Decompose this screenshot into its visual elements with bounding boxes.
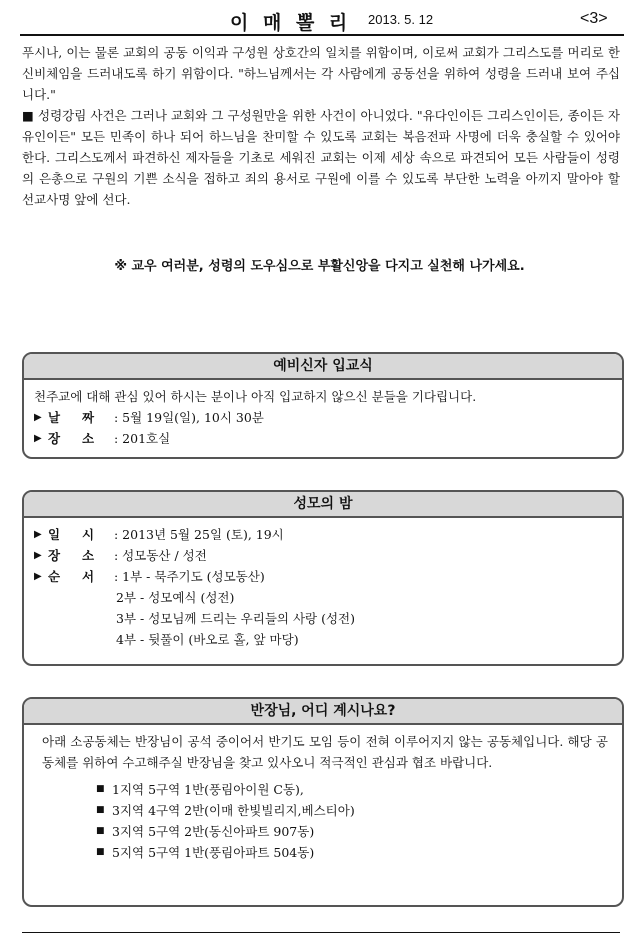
order-item: : 1부 - 묵주기도 (성모동산): [114, 569, 265, 584]
intro-paragraph: 푸시나, 이는 물론 교회의 공동 이익과 구성원 상호간의 일치를 위함이며, 이로써 교회가 그리스도를 머리로 한 신비체임을 드러내도록 하기 위함이다. "하느님께서는 각 사람에게 공동선을 위하여 성령을 드러내 보여 주십니다.": [22, 45, 620, 102]
date-label: 날 짜: [48, 410, 95, 425]
triangle-bullet-icon: ▶: [34, 529, 42, 540]
box-title: 예비신자 입교식: [24, 354, 622, 380]
time-value: : 2013년 5월 25일 (토), 19시: [114, 527, 284, 542]
list-item: ■ 5지역 5구역 1반(풍림아파트 504동): [42, 842, 608, 863]
box-body: [24, 380, 622, 455]
list-item: ■ 3지역 5구역 2반(동신아파트 907동): [42, 821, 608, 842]
box-body: [24, 725, 622, 869]
footer-rule: [22, 932, 620, 933]
order-label: 순 서: [48, 569, 95, 584]
exhortation: ※ 교우 여러분, 성령의 도우심으로 부활신앙을 다지고 실천해 나가세요.: [114, 259, 525, 274]
newsletter-title: 이 매 뽈 리: [230, 12, 352, 34]
time-row: [34, 524, 612, 545]
order-item: 2부 - 성모예식 (성전): [116, 590, 235, 605]
header-rule: [20, 34, 624, 36]
triangle-bullet-icon: ▶: [34, 571, 42, 582]
leaders-intro: 아래 소공동체는 반장님이 공석 중이어서 반기도 모임 등이 전혀 이루어지지 않는 공동체입니다. 해당 공동체를 위하여 수고해주실 반장님을 찾고 있사오니 적극적인 관심과 협조 바랍니다.: [42, 734, 608, 770]
square-bullet-icon: ■: [96, 784, 105, 794]
square-bullet-icon: ■: [96, 805, 105, 815]
list-item: ■ 3지역 4구역 2반(이매 한빛빌리지,베스티아): [42, 800, 608, 821]
box-body: [24, 518, 622, 656]
triangle-bullet-icon: ▶: [34, 550, 42, 561]
place-value: : 201호실: [114, 431, 171, 446]
triangle-bullet-icon: ▶: [34, 433, 42, 444]
date-row: [34, 407, 612, 428]
triangle-bullet-icon: ▶: [34, 412, 42, 423]
square-bullet-icon: ■: [96, 826, 105, 836]
place-label: 장 소: [48, 548, 95, 563]
order-row: [34, 566, 612, 587]
intro-text: [22, 42, 620, 210]
place-label: 장 소: [48, 431, 95, 446]
list-item: ■ 1지역 5구역 1반(풍림아이원 C동),: [42, 779, 608, 800]
order-item: 3부 - 성모님께 드리는 우리들의 사랑 (성전): [116, 611, 355, 626]
intro-paragraph: ■ 성령강림 사건은 그러나 교회와 그 구성원만을 위한 사건이 아니었다. "유다인이든 그리스인이든, 종이든 자유인이든" 모든 민족이 하나 되어 하느님을 찬미할 수 있도록 교회는 복음전파 사명에 더욱 충실할 수 있어야 한다. 그리스도께서 파견하신 제자들을 기초로 세워진 교회는 이제 세상 속으로 파견되어 모든 사람들이 성령의 은총으로 구원의 기쁜 소식을 접하고 죄의 용서로 구원에 이를 수 있도록 부단한 노력을 아끼지 말아야 할 선교사명 앞에 선다.: [22, 108, 620, 207]
box-title: 성모의 밤: [24, 492, 622, 518]
issue-date: 2013. 5. 12: [368, 12, 434, 27]
page-number: <3>: [580, 10, 608, 27]
date-value: : 5월 19일(일), 10시 30분: [114, 410, 264, 425]
square-bullet-icon: ■: [96, 847, 105, 857]
order-item: 4부 - 뒷풀이 (바오로 홀, 앞 마당): [116, 632, 299, 647]
place-value: : 성모동산 / 성전: [114, 548, 207, 563]
catechumen-intro: 천주교에 대해 관심 있어 하시는 분이나 아직 입교하지 않으신 분들을 기다립니다.: [34, 389, 477, 404]
place-row: [34, 428, 612, 449]
page-header: [20, 6, 624, 34]
marian-night-box: [22, 490, 624, 666]
box-title: 반장님, 어디 계시나요?: [24, 699, 622, 725]
leaders-box: [22, 697, 624, 907]
catechumen-box: [22, 352, 624, 459]
time-label: 일 시: [48, 527, 95, 542]
place-row: [34, 545, 612, 566]
